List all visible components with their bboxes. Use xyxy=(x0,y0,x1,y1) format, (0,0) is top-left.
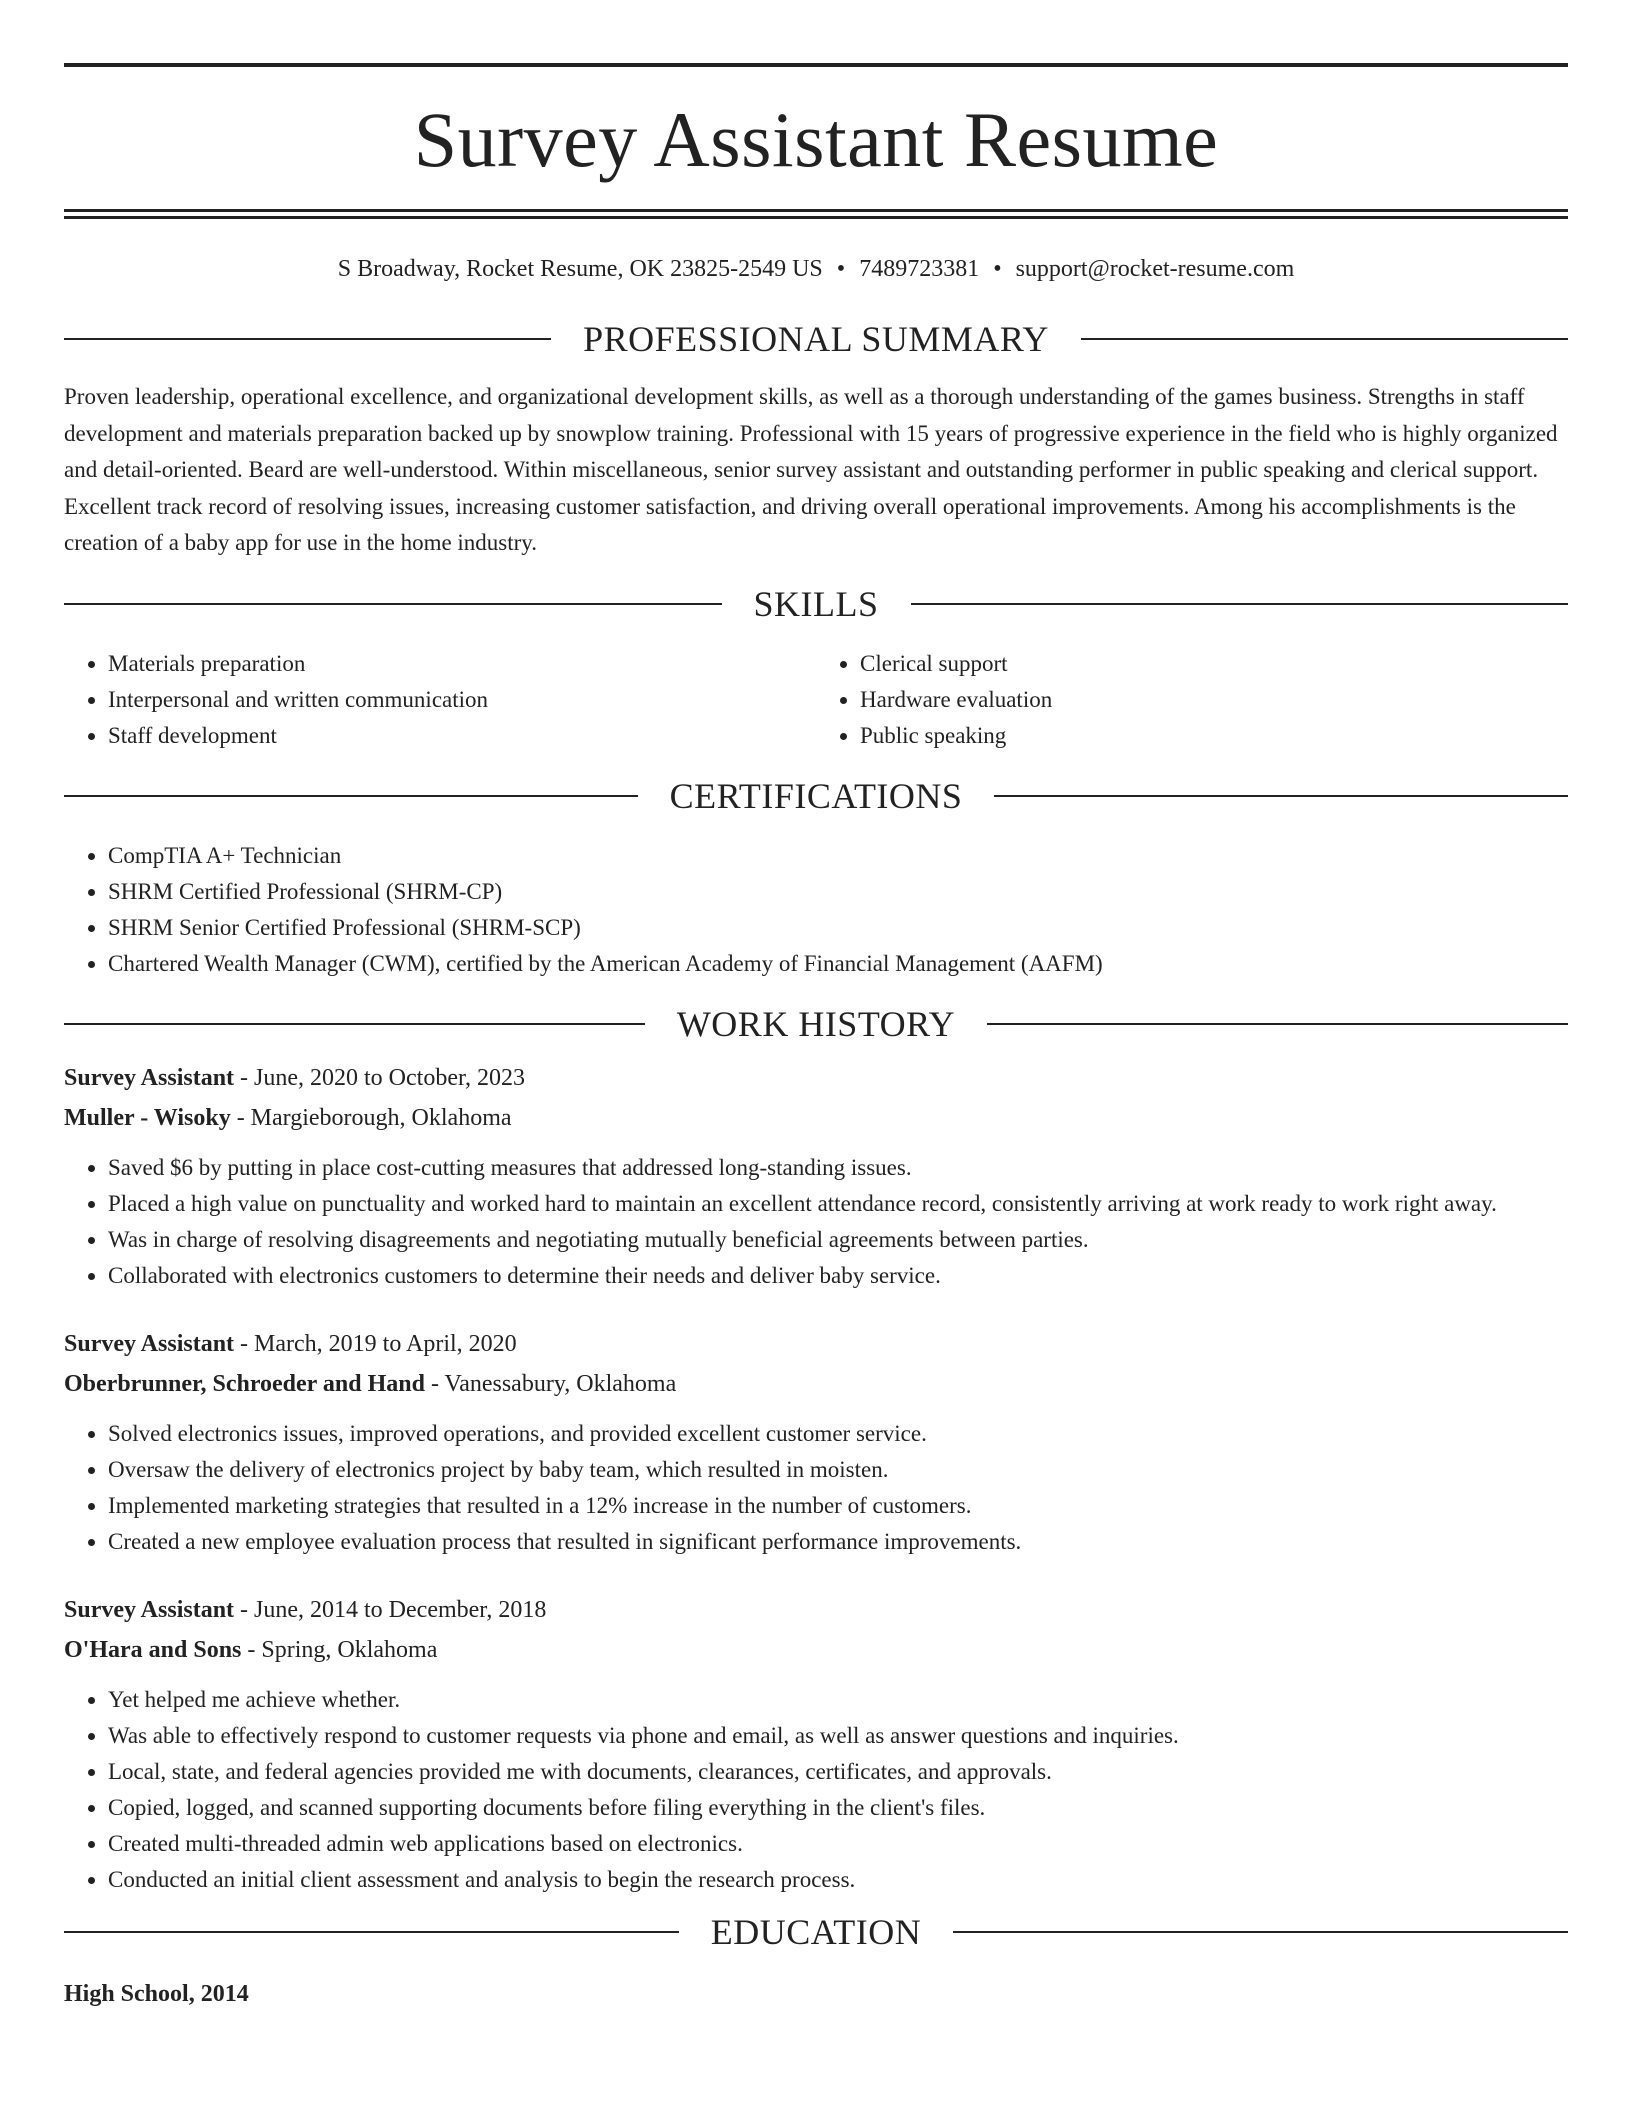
skill-item: • Hardware evaluation xyxy=(860,682,1568,718)
resume-page xyxy=(64,0,1568,2014)
job-company-line xyxy=(64,1630,1568,1670)
job-bullet: • Oversaw the delivery of electronics project by baby team, which resulted in moisten. xyxy=(108,1452,1568,1488)
skills-column-right xyxy=(816,646,1568,754)
job-title: Survey Assistant xyxy=(64,1064,235,1091)
contact-phone: 7489723381 xyxy=(859,256,980,282)
job-entry xyxy=(64,1590,1568,1898)
job-bullet: • Solved electronics issues, improved operations, and provided excellent customer service. xyxy=(108,1416,1568,1452)
education-entry: High School, 2014 xyxy=(64,1980,249,2007)
job-bullet: • Local, state, and federal agencies provided me with documents, clearances, certificates, and approvals. xyxy=(108,1754,1568,1790)
heading-rule xyxy=(953,1931,1568,1933)
section-heading-education xyxy=(64,1912,1568,1952)
heading-rule xyxy=(64,795,638,797)
job-location: - Vanessabury, Oklahoma xyxy=(424,1370,677,1397)
job-title: Survey Assistant xyxy=(64,1596,235,1623)
job-bullet: • Was able to effectively respond to customer requests via phone and email, as well as answer questions and inquiries. xyxy=(108,1718,1568,1754)
job-bullet: • Placed a high value on punctuality and worked hard to maintain an excellent attendance record, consistently arriving at work ready to work right away. xyxy=(108,1186,1568,1222)
job-bullet: • Created a new employee evaluation process that resulted in significant performance improvements. xyxy=(108,1524,1568,1560)
job-bullet: • Yet helped me achieve whether. xyxy=(108,1682,1568,1718)
section-title: WORK HISTORY xyxy=(676,1003,956,1044)
job-entry xyxy=(64,1058,1568,1294)
section-heading-summary xyxy=(64,319,1568,359)
heading-rule xyxy=(64,603,722,605)
job-location: - Margieborough, Oklahoma xyxy=(230,1104,512,1131)
heading-rule xyxy=(994,795,1568,797)
skills-list xyxy=(64,646,1568,754)
heading-rule xyxy=(64,1023,645,1025)
job-bullet: • Collaborated with electronics customers to determine their needs and deliver baby service. xyxy=(108,1258,1568,1294)
job-entry xyxy=(64,1324,1568,1560)
section-title: CERTIFICATIONS xyxy=(669,775,963,816)
contact-email: support@rocket-resume.com xyxy=(1015,256,1295,282)
skill-item: • Public speaking xyxy=(860,718,1568,754)
job-company-line xyxy=(64,1364,1568,1404)
heading-rule xyxy=(911,603,1569,605)
job-dates: - June, 2020 to October, 2023 xyxy=(234,1064,526,1091)
section-title: PROFESSIONAL SUMMARY xyxy=(583,319,1049,359)
skill-item: • Staff development xyxy=(108,718,816,754)
contact-separator: • xyxy=(993,256,1002,282)
job-dates: - June, 2014 to December, 2018 xyxy=(234,1596,547,1623)
section-title: EDUCATION xyxy=(710,1911,922,1952)
job-title-line xyxy=(64,1058,1568,1098)
section-heading-work-history xyxy=(64,1004,1568,1044)
contact-address: S Broadway, Rocket Resume, OK 23825-2549 US xyxy=(337,256,823,282)
skill-item: • Materials preparation xyxy=(108,646,816,682)
job-bullet: • Was in charge of resolving disagreements and negotiating mutually beneficial agreements between parties. xyxy=(108,1222,1568,1258)
section-title: SKILLS xyxy=(753,583,879,624)
heading-rule xyxy=(64,338,551,340)
job-title: Survey Assistant xyxy=(64,1330,235,1357)
certification-item: • SHRM Certified Professional (SHRM-CP) xyxy=(108,874,1568,910)
job-bullet: • Created multi-threaded admin web applications based on electronics. xyxy=(108,1826,1568,1862)
section-heading-certifications xyxy=(64,776,1568,816)
top-rule xyxy=(64,63,1568,67)
section-heading-skills xyxy=(64,584,1568,624)
certification-item: • SHRM Senior Certified Professional (SHRM-SCP) xyxy=(108,910,1568,946)
title-double-rule xyxy=(64,209,1568,219)
job-title-line xyxy=(64,1590,1568,1630)
certification-item: • CompTIA A+ Technician xyxy=(108,838,1568,874)
job-company: Oberbrunner, Schroeder and Hand xyxy=(64,1370,425,1397)
skill-item: • Clerical support xyxy=(860,646,1568,682)
certifications-list xyxy=(64,838,1568,982)
job-location: - Spring, Oklahoma xyxy=(241,1636,438,1663)
job-bullet: • Saved $6 by putting in place cost-cutting measures that addressed long-standing issues. xyxy=(108,1150,1568,1186)
job-bullet: • Copied, logged, and scanned supporting documents before filing everything in the client's files. xyxy=(108,1790,1568,1826)
job-company: O'Hara and Sons xyxy=(64,1636,242,1663)
skill-item: • Interpersonal and written communication xyxy=(108,682,816,718)
job-company: Muller - Wisoky xyxy=(64,1104,231,1131)
summary-text: Proven leadership, operational excellence, and organizational development skills, as well as a thorough understanding of the games business. Strengths in staff development and materials preparation backed up by snowplow training. Professional with 15 years of progressive experience in the field who is highly organized and detail-oriented. Beard are well-understood. Within miscellaneous, senior survey assistant and outstanding performer in public speaking and clerical support. Excellent track record of resolving issues, increasing customer satisfaction, and driving overall operational improvements. Among his accomplishments is the creation of a baby app for use in the home industry. xyxy=(64,384,1558,555)
contact-line xyxy=(64,253,1568,285)
job-title-line xyxy=(64,1324,1568,1364)
heading-rule xyxy=(987,1023,1568,1025)
heading-rule xyxy=(64,1931,679,1933)
job-dates: - March, 2019 to April, 2020 xyxy=(234,1330,517,1357)
job-bullet: • Conducted an initial client assessment and analysis to begin the research process. xyxy=(108,1862,1568,1898)
job-company-line xyxy=(64,1098,1568,1138)
job-bullet: • Implemented marketing strategies that resulted in a 12% increase in the number of customers. xyxy=(108,1488,1568,1524)
skills-column-left xyxy=(64,646,816,754)
page-title: Survey Assistant Resume xyxy=(413,96,1219,183)
heading-rule xyxy=(1081,338,1568,340)
contact-separator: • xyxy=(836,256,846,282)
certification-item: • Chartered Wealth Manager (CWM), certified by the American Academy of Financial Management (AAFM) xyxy=(108,946,1568,982)
